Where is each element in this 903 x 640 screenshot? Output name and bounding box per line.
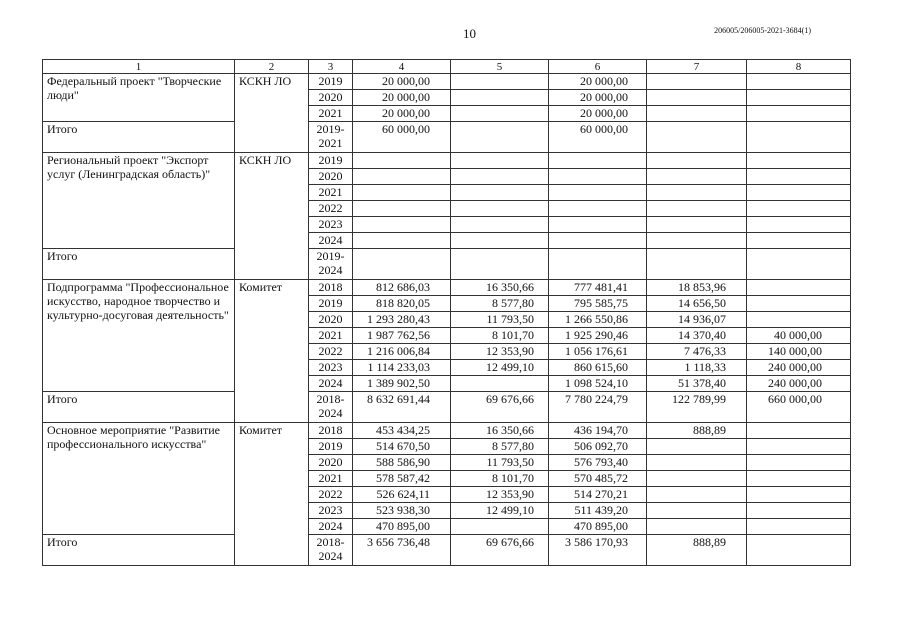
value-cell — [647, 90, 747, 106]
year-cell: 2022 — [309, 487, 353, 503]
value-cell: 1 925 290,46 — [549, 328, 647, 344]
value-cell — [451, 519, 549, 535]
value-cell — [353, 233, 451, 249]
value-cell: 16 350,66 — [451, 423, 549, 439]
program-name: Основное мероприятие "Развитие профессионального искусства" — [43, 423, 235, 535]
value-cell: 11 793,50 — [451, 312, 549, 328]
value-cell: 1 293 280,43 — [353, 312, 451, 328]
year-cell: 2018-2024 — [309, 392, 353, 423]
value-cell — [747, 201, 851, 217]
year-cell: 2020 — [309, 312, 353, 328]
value-cell — [451, 153, 549, 169]
value-cell: 8 577,80 — [451, 296, 549, 312]
value-cell: 514 270,21 — [549, 487, 647, 503]
value-cell — [747, 122, 851, 153]
value-cell: 20 000,00 — [353, 74, 451, 90]
value-cell: 240 000,00 — [747, 376, 851, 392]
value-cell — [747, 535, 851, 566]
year-cell: 2020 — [309, 90, 353, 106]
year-cell: 2024 — [309, 519, 353, 535]
value-cell — [647, 455, 747, 471]
value-cell — [549, 169, 647, 185]
value-cell: 20 000,00 — [549, 74, 647, 90]
value-cell: 60 000,00 — [549, 122, 647, 153]
value-cell: 51 378,40 — [647, 376, 747, 392]
total-row — [43, 122, 851, 153]
column-header: 3 — [309, 60, 353, 74]
value-cell: 11 793,50 — [451, 455, 549, 471]
value-cell: 20 000,00 — [549, 106, 647, 122]
year-cell: 2020 — [309, 455, 353, 471]
value-cell — [647, 249, 747, 280]
value-cell — [647, 122, 747, 153]
value-cell: 511 439,20 — [549, 503, 647, 519]
value-cell — [647, 169, 747, 185]
value-cell: 20 000,00 — [353, 106, 451, 122]
value-cell — [647, 503, 747, 519]
value-cell — [747, 487, 851, 503]
value-cell — [549, 201, 647, 217]
value-cell: 12 499,10 — [451, 503, 549, 519]
year-cell: 2019 — [309, 439, 353, 455]
value-cell: 3 656 736,48 — [353, 535, 451, 566]
value-cell: 20 000,00 — [549, 90, 647, 106]
value-cell — [549, 217, 647, 233]
value-cell — [451, 185, 549, 201]
table-row — [43, 74, 851, 90]
year-cell: 2022 — [309, 344, 353, 360]
value-cell — [647, 74, 747, 90]
value-cell: 8 632 691,44 — [353, 392, 451, 423]
page-number: 10 — [463, 26, 476, 41]
total-row — [43, 535, 851, 566]
value-cell: 578 587,42 — [353, 471, 451, 487]
value-cell: 1 118,33 — [647, 360, 747, 376]
value-cell — [647, 106, 747, 122]
program-name: Подпрограмма "Профессиональное искусство, народное творчество и культурно-досуговая деятельность" — [43, 280, 235, 392]
value-cell: 812 686,03 — [353, 280, 451, 296]
value-cell: 8 101,70 — [451, 471, 549, 487]
year-cell: 2021 — [309, 185, 353, 201]
year-cell: 2018 — [309, 280, 353, 296]
column-header: 8 — [747, 60, 851, 74]
total-row — [43, 249, 851, 280]
value-cell: 1 098 524,10 — [549, 376, 647, 392]
program-name: Федеральный проект "Творческие люди" — [43, 74, 235, 122]
value-cell: 453 434,25 — [353, 423, 451, 439]
value-cell — [747, 471, 851, 487]
value-cell — [451, 233, 549, 249]
value-cell: 576 793,40 — [549, 455, 647, 471]
value-cell — [353, 201, 451, 217]
total-row — [43, 392, 851, 423]
value-cell — [747, 74, 851, 90]
year-cell: 2024 — [309, 233, 353, 249]
value-cell — [451, 169, 549, 185]
value-cell: 818 820,05 — [353, 296, 451, 312]
value-cell: 588 586,90 — [353, 455, 451, 471]
value-cell: 888,89 — [647, 423, 747, 439]
year-cell: 2019 — [309, 74, 353, 90]
value-cell: 40 000,00 — [747, 328, 851, 344]
value-cell: 660 000,00 — [747, 392, 851, 423]
header-row — [43, 60, 851, 74]
column-header: 4 — [353, 60, 451, 74]
value-cell: 506 092,70 — [549, 439, 647, 455]
year-cell: 2024 — [309, 376, 353, 392]
value-cell — [747, 185, 851, 201]
value-cell — [353, 217, 451, 233]
column-header: 6 — [549, 60, 647, 74]
value-cell: 14 656,50 — [647, 296, 747, 312]
value-cell: 140 000,00 — [747, 344, 851, 360]
value-cell: 8 101,70 — [451, 328, 549, 344]
year-cell: 2019 — [309, 153, 353, 169]
value-cell: 1 389 902,50 — [353, 376, 451, 392]
value-cell: 1 056 176,61 — [549, 344, 647, 360]
column-header: 2 — [235, 60, 309, 74]
value-cell — [747, 455, 851, 471]
value-cell: 240 000,00 — [747, 360, 851, 376]
value-cell — [647, 185, 747, 201]
value-cell — [549, 153, 647, 169]
value-cell — [747, 153, 851, 169]
table-row — [43, 423, 851, 439]
value-cell: 1 114 233,03 — [353, 360, 451, 376]
value-cell — [747, 312, 851, 328]
year-cell: 2020 — [309, 169, 353, 185]
value-cell — [647, 439, 747, 455]
value-cell — [747, 296, 851, 312]
value-cell: 69 676,66 — [451, 392, 549, 423]
value-cell — [747, 217, 851, 233]
executor-cell: КСКН ЛО — [235, 153, 309, 280]
value-cell — [647, 201, 747, 217]
value-cell — [451, 249, 549, 280]
value-cell — [647, 519, 747, 535]
value-cell — [549, 233, 647, 249]
year-cell: 2022 — [309, 201, 353, 217]
value-cell — [747, 233, 851, 249]
value-cell — [451, 217, 549, 233]
value-cell — [747, 503, 851, 519]
table-row — [43, 153, 851, 169]
value-cell: 12 499,10 — [451, 360, 549, 376]
value-cell: 795 585,75 — [549, 296, 647, 312]
column-header: 1 — [43, 60, 235, 74]
column-header: 7 — [647, 60, 747, 74]
year-cell: 2021 — [309, 471, 353, 487]
value-cell — [549, 249, 647, 280]
value-cell: 436 194,70 — [549, 423, 647, 439]
value-cell: 470 895,00 — [549, 519, 647, 535]
value-cell — [747, 423, 851, 439]
value-cell: 523 938,30 — [353, 503, 451, 519]
year-cell: 2023 — [309, 360, 353, 376]
financing-table — [42, 59, 851, 566]
value-cell: 7 476,33 — [647, 344, 747, 360]
value-cell: 8 577,80 — [451, 439, 549, 455]
value-cell: 526 624,11 — [353, 487, 451, 503]
column-header: 5 — [451, 60, 549, 74]
value-cell — [647, 217, 747, 233]
year-cell: 2021 — [309, 106, 353, 122]
value-cell — [747, 249, 851, 280]
year-cell: 2019-2024 — [309, 249, 353, 280]
value-cell — [747, 169, 851, 185]
year-cell: 2023 — [309, 503, 353, 519]
value-cell — [353, 169, 451, 185]
value-cell: 888,89 — [647, 535, 747, 566]
value-cell — [647, 233, 747, 249]
value-cell: 69 676,66 — [451, 535, 549, 566]
value-cell: 20 000,00 — [353, 90, 451, 106]
value-cell: 60 000,00 — [353, 122, 451, 153]
executor-cell: КСКН ЛО — [235, 74, 309, 153]
executor-cell: Комитет — [235, 423, 309, 566]
value-cell — [549, 185, 647, 201]
value-cell: 777 481,41 — [549, 280, 647, 296]
year-cell: 2021 — [309, 328, 353, 344]
year-cell: 2018-2024 — [309, 535, 353, 566]
value-cell: 470 895,00 — [353, 519, 451, 535]
value-cell: 122 789,99 — [647, 392, 747, 423]
value-cell — [747, 519, 851, 535]
value-cell: 16 350,66 — [451, 280, 549, 296]
value-cell — [451, 106, 549, 122]
value-cell — [747, 106, 851, 122]
value-cell — [747, 90, 851, 106]
value-cell — [747, 439, 851, 455]
year-cell: 2018 — [309, 423, 353, 439]
value-cell: 570 485,72 — [549, 471, 647, 487]
value-cell: 1 987 762,56 — [353, 328, 451, 344]
value-cell: 514 670,50 — [353, 439, 451, 455]
year-cell: 2019-2021 — [309, 122, 353, 153]
value-cell — [451, 90, 549, 106]
value-cell: 12 353,90 — [451, 344, 549, 360]
value-cell — [451, 201, 549, 217]
value-cell — [747, 280, 851, 296]
executor-cell: Комитет — [235, 280, 309, 423]
value-cell: 1 266 550,86 — [549, 312, 647, 328]
total-label: Итого — [43, 249, 235, 280]
value-cell: 1 216 006,84 — [353, 344, 451, 360]
value-cell: 14 936,07 — [647, 312, 747, 328]
year-cell: 2019 — [309, 296, 353, 312]
value-cell — [353, 249, 451, 280]
value-cell — [647, 471, 747, 487]
program-name: Региональный проект "Экспорт услуг (Ленинградская область)" — [43, 153, 235, 249]
value-cell: 3 586 170,93 — [549, 535, 647, 566]
table-row — [43, 280, 851, 296]
value-cell: 18 853,96 — [647, 280, 747, 296]
value-cell: 7 780 224,79 — [549, 392, 647, 423]
total-label: Итого — [43, 392, 235, 423]
value-cell — [353, 153, 451, 169]
value-cell — [647, 153, 747, 169]
document-id: 206005/206005-2021-3684(1) — [714, 26, 811, 35]
value-cell — [451, 74, 549, 90]
value-cell — [451, 376, 549, 392]
value-cell: 12 353,90 — [451, 487, 549, 503]
value-cell — [647, 487, 747, 503]
value-cell: 14 370,40 — [647, 328, 747, 344]
year-cell: 2023 — [309, 217, 353, 233]
total-label: Итого — [43, 122, 235, 153]
value-cell — [451, 122, 549, 153]
total-label: Итого — [43, 535, 235, 566]
value-cell: 860 615,60 — [549, 360, 647, 376]
value-cell — [353, 185, 451, 201]
